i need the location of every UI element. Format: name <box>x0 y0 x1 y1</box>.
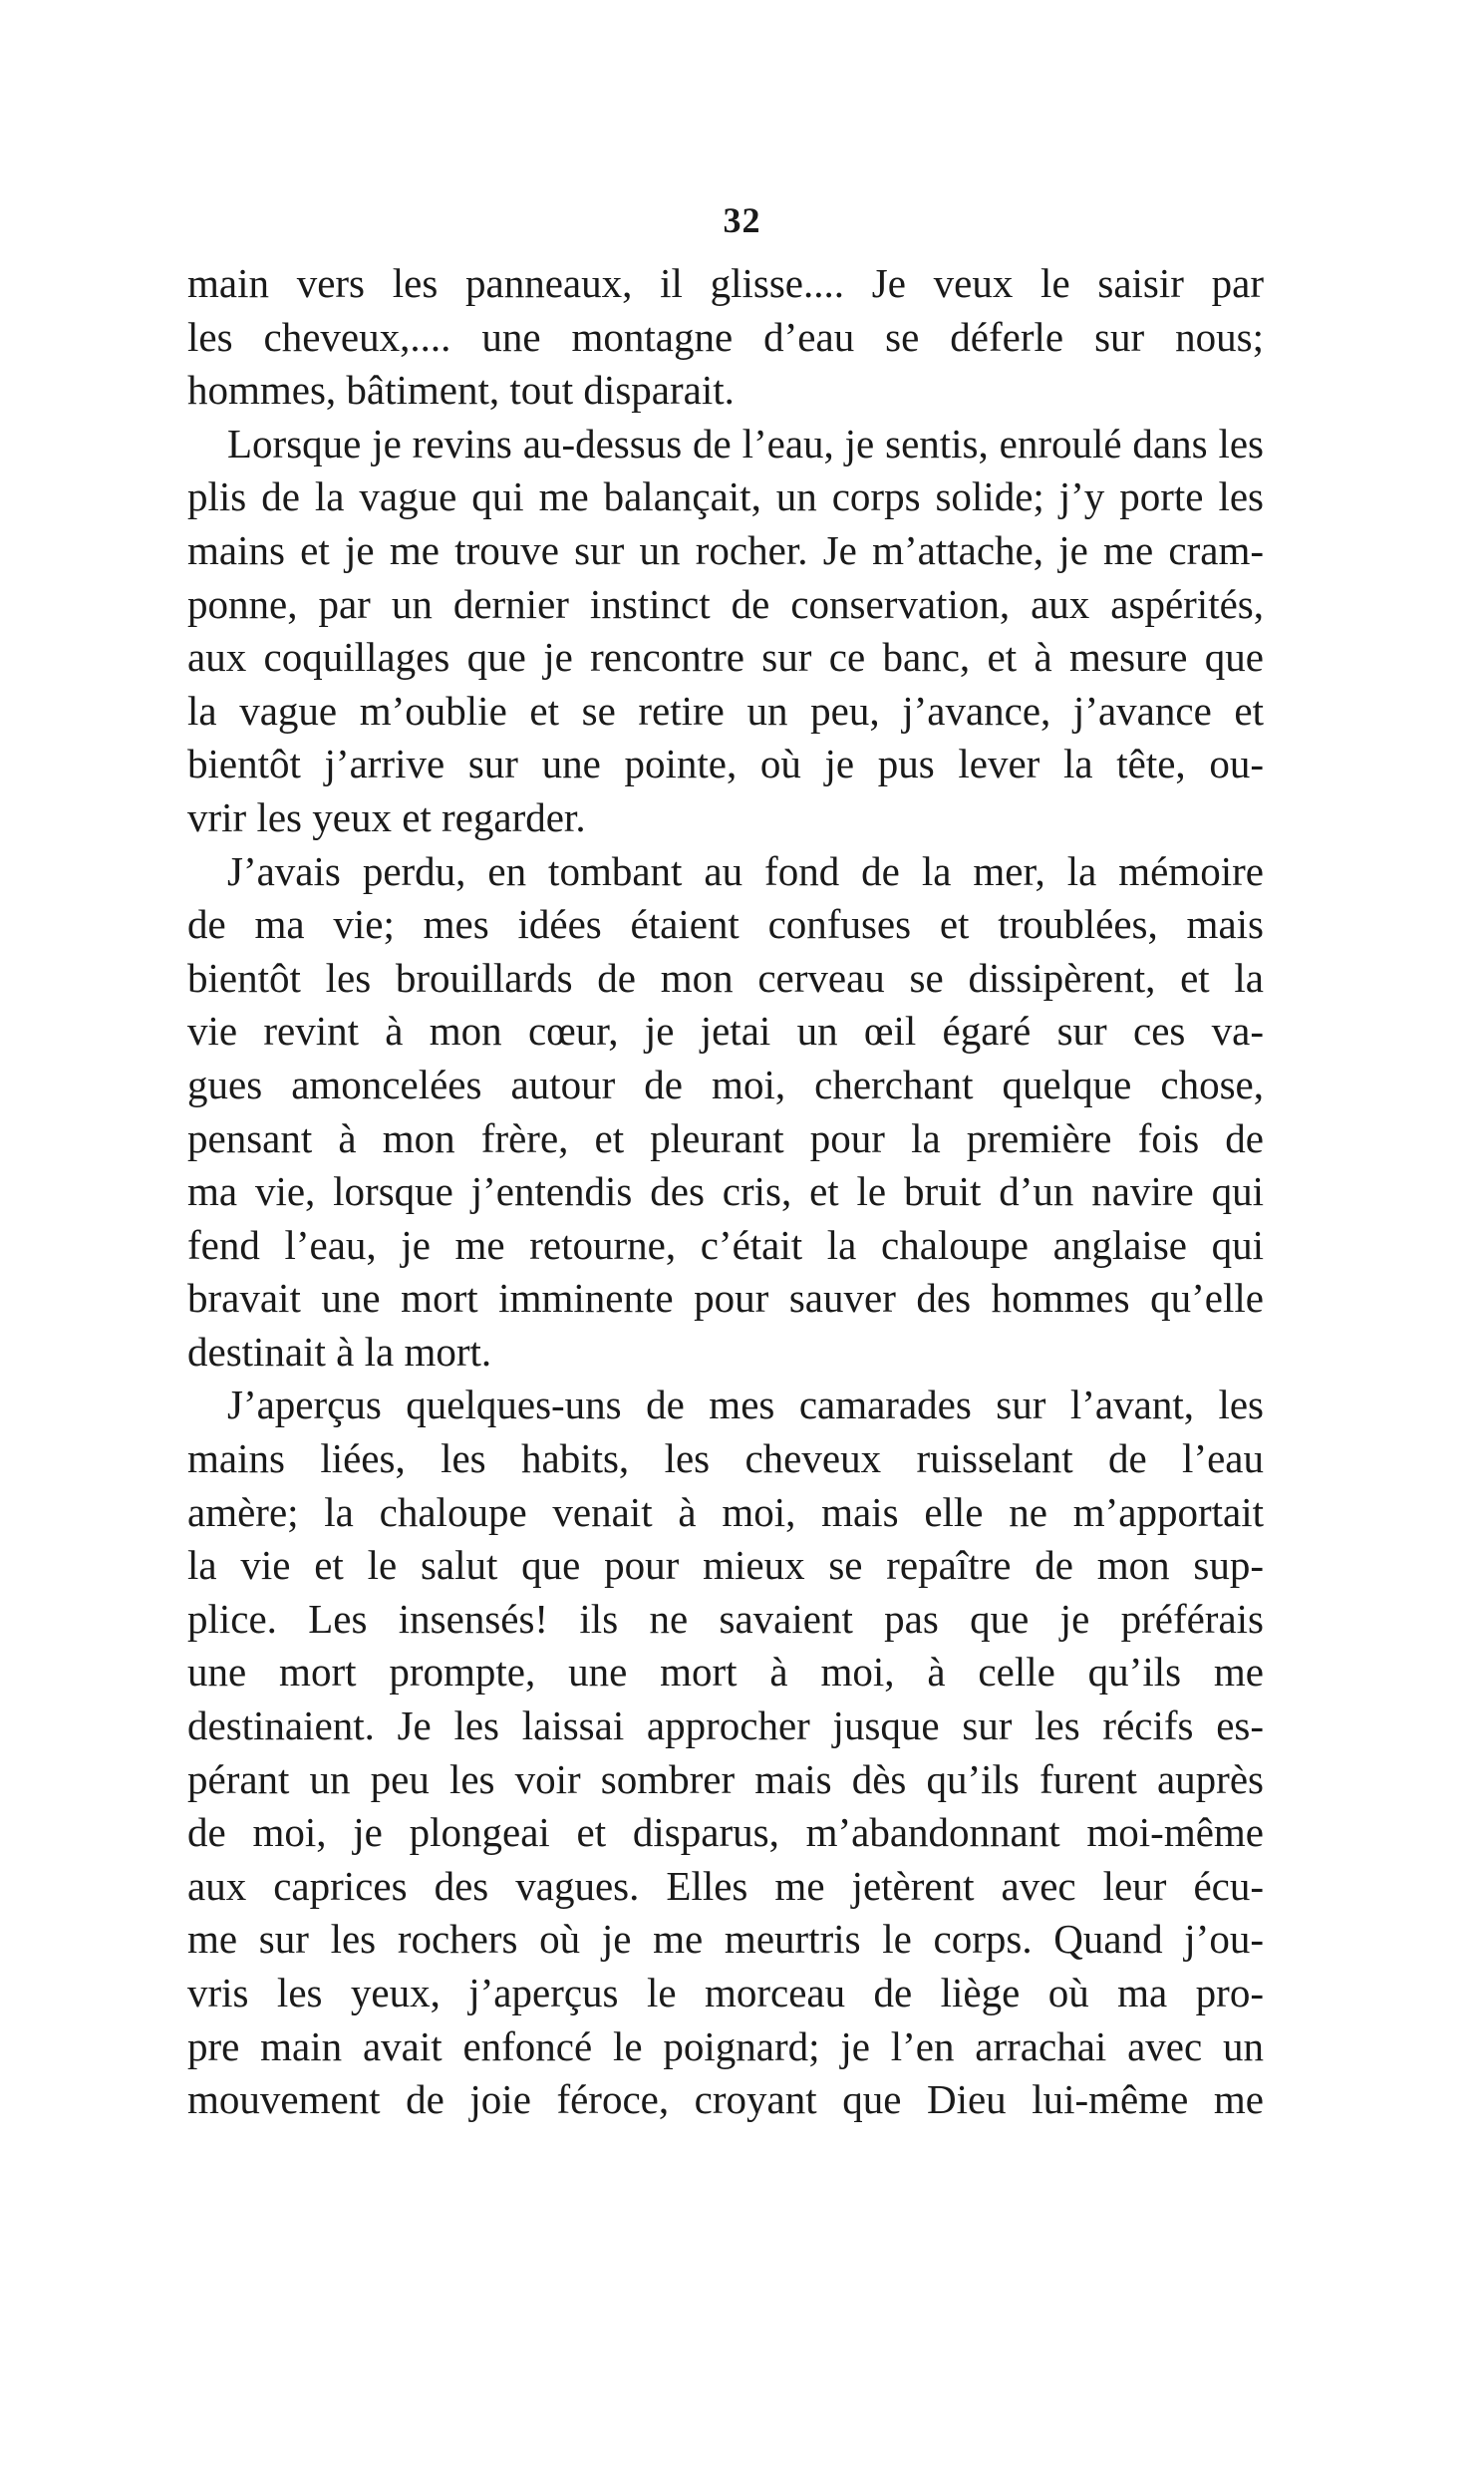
text-line: bravait une mort imminente pour sauver des hommes qu’elle <box>187 1275 1264 1322</box>
text-line: destinaient. Je les laissai approcher jusque sur les récifs es- <box>187 1702 1264 1749</box>
text-line: vrir les yeux et regarder. <box>187 793 586 840</box>
text-line: amère; la chaloupe venait à moi, mais elle ne m’apportait <box>187 1488 1264 1535</box>
text-line: bientôt j’arrive sur une pointe, où je pus lever la tête, ou- <box>187 741 1264 787</box>
text-line: vie revint à mon cœur, je jetai un œil égaré sur ces va- <box>187 1008 1264 1055</box>
text-line: J’aperçus quelques-uns de mes camarades sur l’avant, les <box>227 1382 1264 1428</box>
text-line: plis de la vague qui me balançait, un corps solide; j’y porte les <box>187 473 1264 520</box>
text-line: gues amoncelées autour de moi, cherchant quelque chose, <box>187 1061 1264 1107</box>
text-line: aux caprices des vagues. Elles me jetèrent avec leur écu- <box>187 1862 1264 1909</box>
text-line: plice. Les insensés! ils ne savaient pas que je préférais <box>187 1595 1264 1642</box>
text-line: les cheveux,.... une montagne d’eau se déferle sur nous; <box>187 313 1264 360</box>
body-text <box>187 257 1264 2127</box>
text-line: pensant à mon frère, et pleurant pour la première fois de <box>187 1114 1264 1161</box>
page-number: 32 <box>723 200 761 240</box>
text-line: ma vie, lorsque j’entendis des cris, et le bruit d’un navire qui <box>187 1168 1264 1215</box>
text-line: pérant un peu les voir sombrer mais dès qu’ils furent auprès <box>187 1755 1264 1802</box>
text-line: de moi, je plongeai et disparus, m’abandonnant moi-même <box>187 1809 1264 1856</box>
text-line: mains et je me trouve sur un rocher. Je m’attache, je me cram- <box>187 526 1264 573</box>
text-line: mouvement de joie féroce, croyant que Dieu lui-même me <box>187 2076 1264 2123</box>
text-line: vris les yeux, j’aperçus le morceau de liège où ma pro- <box>187 1970 1264 2015</box>
text-line: ponne, par un dernier instinct de conservation, aux aspérités, <box>187 580 1264 627</box>
text-line: la vie et le salut que pour mieux se repaître de mon sup- <box>187 1542 1264 1589</box>
text-line: fend l’eau, je me retourne, c’était la chaloupe anglaise qui <box>187 1221 1264 1268</box>
text-line: aux coquillages que je rencontre sur ce banc, et à mesure que <box>187 634 1264 681</box>
text-line: une mort prompte, une mort à moi, à celle qu’ils me <box>187 1649 1264 1696</box>
text-line: main vers les panneaux, il glisse.... Je veux le saisir par <box>187 260 1264 306</box>
text-line: mains liées, les habits, les cheveux ruisselant de l’eau <box>187 1435 1264 1482</box>
text-line: J’avais perdu, en tombant au fond de la mer, la mémoire <box>227 847 1264 894</box>
text-line: me sur les rochers où je me meurtris le corps. Quand j’ou- <box>187 1916 1264 1963</box>
text-line: Lorsque je revins au-dessus de l’eau, je sentis, enroulé dans les <box>227 420 1264 466</box>
text-line: bientôt les brouillards de mon cerveau se dissipèrent, et la <box>187 954 1264 1001</box>
text-line: de ma vie; mes idées étaient confuses et troublées, mais <box>187 901 1264 948</box>
text-line: hommes, bâtiment, tout disparait. <box>187 367 735 414</box>
text-line: la vague m’oublie et se retire un peu, j’avance, j’avance et <box>187 687 1264 734</box>
text-line: destinait à la mort. <box>187 1328 492 1375</box>
text-line: pre main avait enfoncé le poignard; je l’en arrachai avec un <box>187 2022 1264 2069</box>
